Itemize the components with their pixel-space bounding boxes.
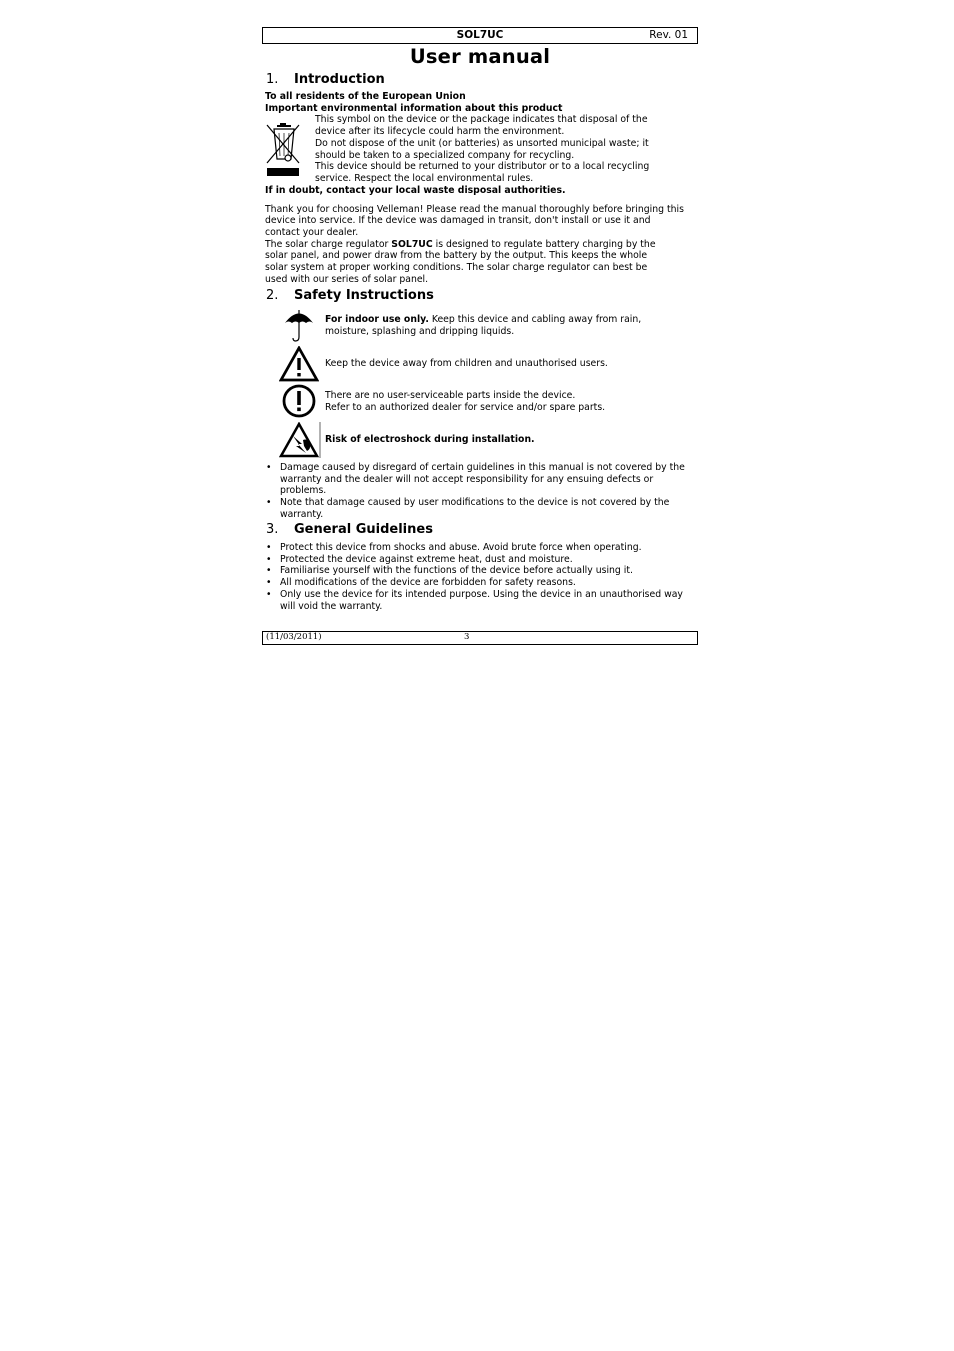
bullet-line: • Damage caused by disregard of certain guidelines in this manual is not covered by the [280, 462, 685, 473]
paragraph-line: solar system at proper working conditions. The solar charge regulator can best be [265, 262, 648, 274]
list-item [266, 497, 696, 520]
regulator-pre: The solar charge regulator [265, 238, 392, 250]
indoor-line-1 [325, 314, 641, 326]
footer-date: (11/03/2011) [266, 632, 322, 642]
bullet-line: will void the warranty. [280, 600, 383, 612]
bullet-line: • All modifications of the device are forbidden for safety reasons. [280, 577, 576, 589]
eu-residents-title: To all residents of the European Union [265, 91, 466, 102]
env-line: device after its lifecycle could harm the environment. [315, 126, 565, 138]
paragraph-line: Thank you for choosing Velleman! Please read the manual thoroughly before bringing this [265, 203, 684, 215]
env-line: should be taken to a specialized company for recycling. [315, 149, 575, 161]
paragraph-line: used with our series of solar panel. [265, 273, 429, 285]
section-title: General Guidelines [294, 522, 433, 537]
env-line: This device should be returned to your distributor or to a local recycling [315, 161, 650, 173]
bullet-line: • Familiarise yourself with the functions of the device before actually using it. [280, 565, 633, 577]
page-title: User manual [409, 45, 551, 68]
bullet-line: warranty and the dealer will not accept responsibility for any ensuing defects or [280, 473, 654, 485]
list-item [266, 542, 696, 554]
section-number: 3. [266, 522, 279, 537]
section-heading-safety [266, 288, 434, 303]
bullet-line: • Note that damage caused by user modifications to the device is not covered by the [280, 497, 670, 509]
electroshock-icon [279, 422, 321, 458]
paragraph-line: solar panel, and power draw from the battery by the output. This keeps the whole [265, 250, 648, 262]
bullet-line: problems. [280, 485, 327, 497]
children-warning: Keep the device away from children and unauthorised users. [325, 358, 608, 369]
section-heading-introduction [266, 72, 385, 87]
section-title: Safety Instructions [294, 288, 434, 303]
indoor-rest: Keep this device and cabling away from rain, [428, 314, 642, 325]
page-footer [262, 631, 698, 645]
doubt-notice: If in doubt, contact your local waste disposal authorities. [265, 184, 566, 196]
footer-page-number: 3 [464, 632, 470, 642]
electroshock-warning: Risk of electroshock during installation. [325, 434, 535, 445]
bullet-line: • Protected the device against extreme heat, dust and moisture. [280, 553, 573, 565]
warning-triangle-icon [279, 346, 319, 382]
paragraph-line: device into service. If the device was damaged in transit, don't install or use it and [265, 215, 651, 227]
list-item [266, 589, 696, 612]
bullet-line: • Protect this device from shocks and abuse. Avoid brute force when operating. [280, 542, 642, 553]
section-heading-guidelines [266, 522, 433, 537]
paragraph-line: contact your dealer. [265, 227, 359, 238]
page-header [262, 27, 698, 44]
parts-line-1: There are no user-serviceable parts inside the device. [325, 390, 576, 401]
environment-info-title: Important environmental information about this product [265, 102, 563, 114]
header-model: SOL7UC [456, 29, 504, 41]
env-line: This symbol on the device or the package indicates that disposal of the [315, 114, 648, 126]
bullet-line: • Only use the device for its intended purpose. Using the device in an unauthorised way [280, 588, 683, 600]
guidelines-bullet-list [266, 542, 696, 612]
weee-bin-icon [264, 121, 304, 177]
paragraph-line [265, 239, 656, 251]
list-item [266, 554, 696, 566]
section-number: 2. [266, 288, 279, 303]
section-title: Introduction [294, 72, 385, 87]
bullet-line: warranty. [280, 508, 324, 520]
list-item [266, 462, 696, 497]
regulator-model: SOL7UC [391, 238, 433, 250]
env-line: Do not dispose of the unit (or batteries) as unsorted municipal waste; it [315, 137, 649, 149]
header-revision: Rev. 01 [649, 29, 688, 41]
indoor-bold: For indoor use only. [325, 314, 429, 325]
list-item [266, 577, 696, 589]
parts-line-2: Refer to an authorized dealer for service and/or spare parts. [325, 401, 606, 413]
list-item [266, 565, 696, 577]
safety-bullet-list [266, 462, 696, 521]
umbrella-icon [284, 308, 314, 342]
exclamation-circle-icon [282, 384, 316, 418]
env-line: service. Respect the local environmental rules. [315, 172, 534, 184]
regulator-post: is designed to regulate battery charging by the [432, 238, 656, 250]
section-number: 1. [266, 72, 279, 87]
indoor-line-2: moisture, splashing and dripping liquids. [325, 325, 515, 337]
